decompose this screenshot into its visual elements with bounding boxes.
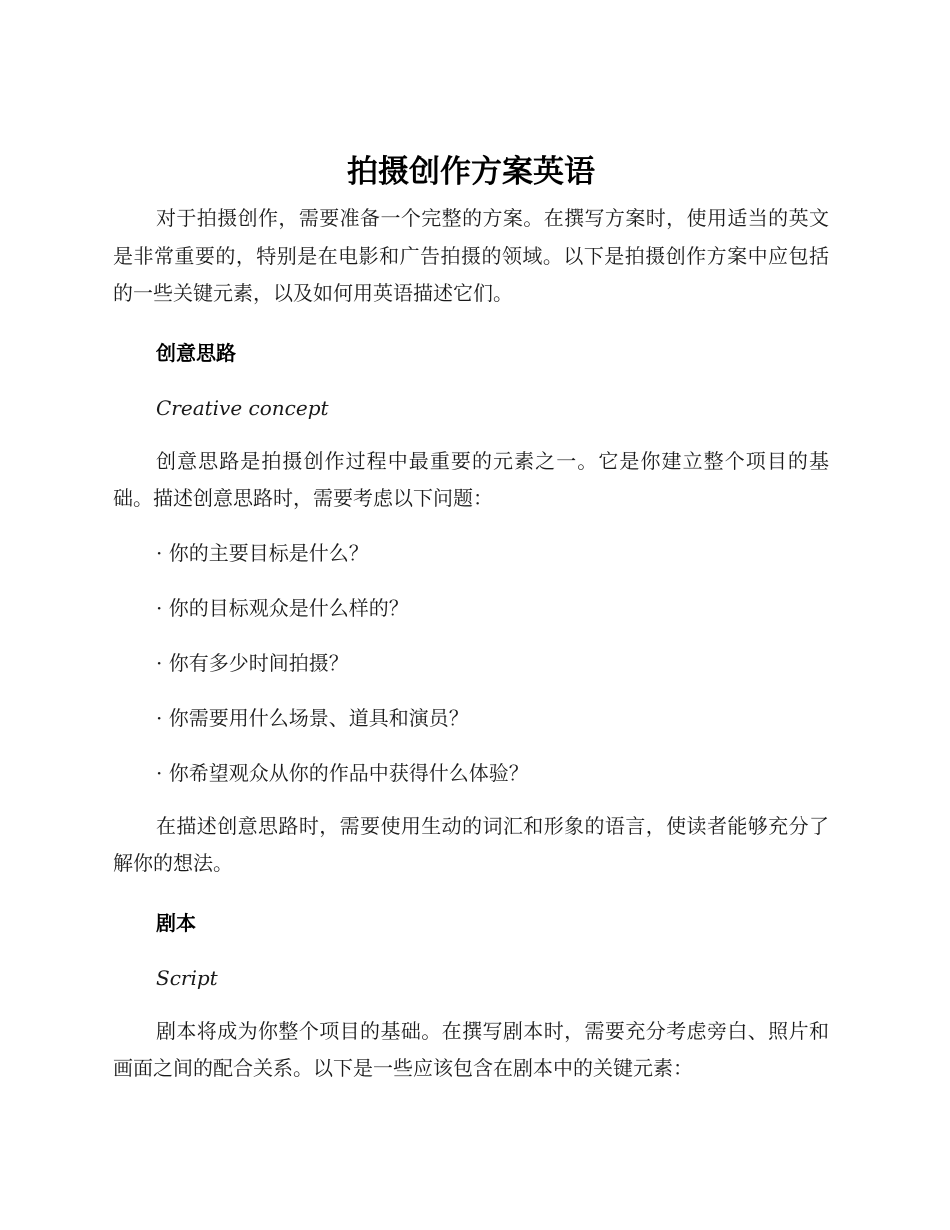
bullet-item: · 你的主要目标是什么？: [156, 540, 369, 565]
section-closing-creative: 在描述创意思路时，需要使用生动的词汇和形象的语言，使读者能够充分了解你的想法。: [113, 813, 829, 875]
bullet-item: · 你有多少时间拍摄？: [156, 650, 349, 675]
document-title: 拍摄创作方案英语: [347, 154, 595, 190]
bullet-item: · 你的目标观众是什么样的？: [156, 595, 409, 620]
section-body-script: 剧本将成为你整个项目的基础。在撰写剧本时，需要充分考虑旁白、照片和画面之间的配合关系。以下是一些应该包含在剧本中的关键元素：: [113, 1018, 829, 1080]
section-heading-script: 剧本: [156, 910, 196, 935]
bullet-item: · 你需要用什么场景、道具和演员？: [156, 705, 469, 730]
section-heading-creative: 创意思路: [156, 340, 236, 365]
bullet-item: · 你希望观众从你的作品中获得什么体验？: [156, 760, 529, 785]
section-english-script: Script: [156, 965, 218, 990]
section-english-creative: Creative concept: [156, 395, 329, 420]
document-page: [113, 150, 829, 1088]
intro-paragraph: 对于拍摄创作，需要准备一个完整的方案。在撰写方案时，使用适当的英文是非常重要的，特别是在电影和广告拍摄的领域。以下是拍摄创作方案中应包括的一些关键元素，以及如何用英语描述它们。: [113, 206, 829, 305]
section-body-creative: 创意思路是拍摄创作过程中最重要的元素之一。它是你建立整个项目的基础。描述创意思路时，需要考虑以下问题：: [113, 448, 829, 510]
